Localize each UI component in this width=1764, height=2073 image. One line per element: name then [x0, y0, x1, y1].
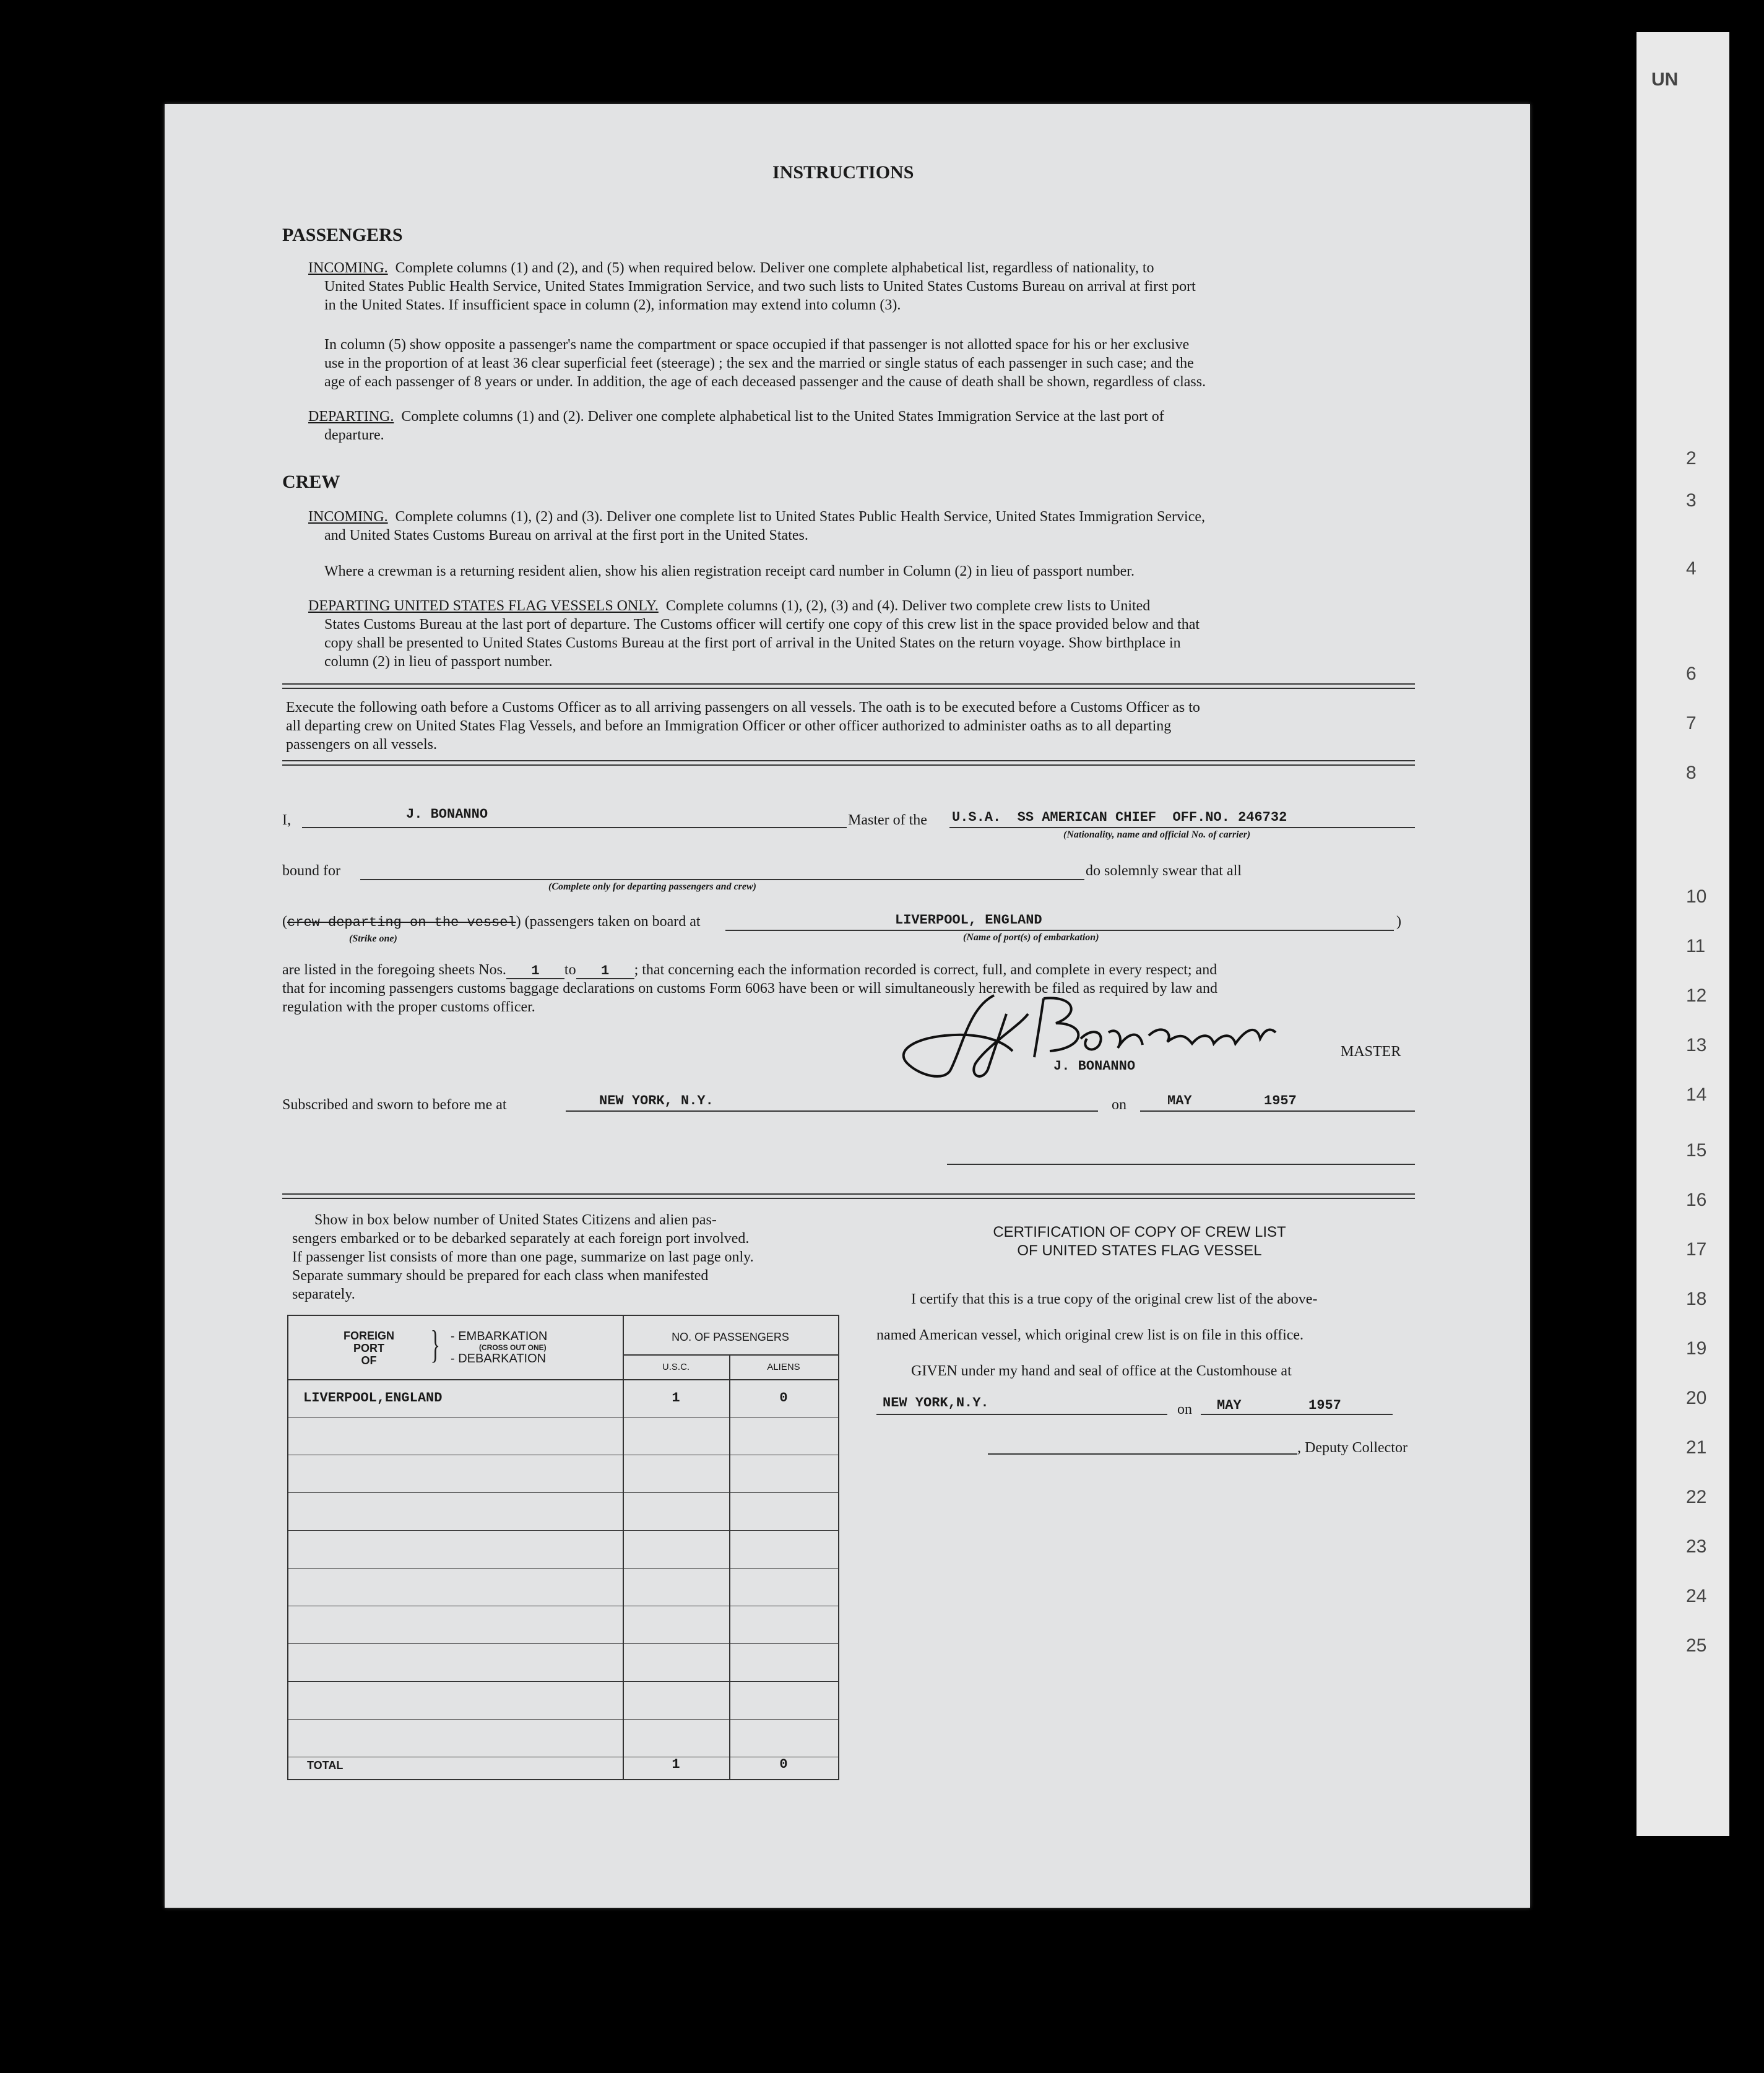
vessel-line: [949, 827, 1415, 828]
crew-heading: CREW: [282, 472, 340, 492]
divider: [282, 1193, 1415, 1199]
listed-line3: regulation with the proper customs officer.: [282, 999, 535, 1015]
strip-line-number: 20: [1686, 1388, 1707, 1408]
to-label: to: [564, 962, 576, 978]
passengers-on-board-label: (passengers taken on board at: [524, 914, 701, 930]
close-paren: ): [1396, 914, 1401, 930]
certification-year: 1957: [1308, 1398, 1341, 1413]
oath-intro-line3: passengers on all vessels.: [286, 737, 437, 753]
certification-month: MAY: [1217, 1398, 1242, 1413]
strip-line-number: 23: [1686, 1536, 1707, 1557]
col-aliens: ALIENS: [767, 1362, 800, 1372]
adjacent-sheet-strip: [1636, 32, 1729, 1836]
port-caption: (Name of port(s) of embarkation): [963, 932, 1099, 943]
summary-intro-line5: separately.: [292, 1286, 355, 1302]
strip-line-number: 13: [1686, 1035, 1707, 1055]
bound-for-caption: (Complete only for departing passengers and crew): [548, 881, 756, 892]
strip-line-number: 17: [1686, 1239, 1707, 1260]
oath-intro-line2: all departing crew on United States Flag Vessels, and before an Immigration Officer or other officer authorized to administer oaths as to all departing: [286, 718, 1172, 734]
passengers-column5-line1: In column (5) show opposite a passenger's name the compartment or space occupied if that passenger is not allotted space for his or her exclusive: [324, 337, 1190, 353]
divider: [282, 760, 1415, 766]
oath-line3: (crew departing on the vessel) (passengers taken on board at: [282, 914, 701, 930]
master-of-label: Master of the: [848, 812, 927, 828]
strip-line-number: 16: [1686, 1190, 1707, 1210]
col-usc: U.S.C.: [662, 1362, 690, 1372]
strip-line-number: 24: [1686, 1586, 1707, 1606]
strip-line-number: 6: [1686, 664, 1697, 684]
passengers-incoming-line3: in the United States. If insufficient space in column (2), information may extend into column (3).: [324, 297, 901, 313]
strip-line-number: 12: [1686, 985, 1707, 1006]
strip-line-number: 25: [1686, 1635, 1707, 1656]
col-embark-debark: [451, 1330, 547, 1365]
bound-for-line: [360, 879, 1084, 880]
strip-line-number: 11: [1686, 936, 1706, 956]
passengers-incoming-label: INCOMING.: [308, 260, 388, 276]
certification-place: NEW YORK,N.Y.: [883, 1395, 989, 1411]
port-line: [725, 930, 1394, 931]
certification-title-line1: CERTIFICATION OF COPY OF CREW LIST: [993, 1224, 1286, 1240]
listed-line2: that for incoming passengers customs baggage declarations on customs Form 6063 have been or will simultaneously herewith be filed as required by law and: [282, 980, 1217, 997]
crew-departing-line1: Complete columns (1), (2), (3) and (4). Deliver two complete crew lists to United: [665, 598, 1151, 614]
strip-top-text: UN: [1651, 69, 1679, 90]
passengers-column5-line3: age of each passenger of 8 years or under. In addition, the age of each deceased passenger and the cause of death shall be shown, regardless of class.: [324, 374, 1206, 390]
strip-line-number: 4: [1686, 558, 1697, 579]
strip-line-number: 14: [1686, 1084, 1707, 1105]
row-port: LIVERPOOL,ENGLAND: [303, 1390, 443, 1406]
total-usc: 1: [672, 1757, 680, 1772]
sheet-from: 1: [506, 964, 564, 979]
table-row-rule: [288, 1530, 838, 1531]
sheet-to: 1: [576, 964, 634, 979]
master-label: MASTER: [1341, 1044, 1401, 1060]
summary-intro-line4: Separate summary should be prepared for each class when manifested: [292, 1268, 709, 1284]
passengers-incoming-line1: Complete columns (1) and (2), and (5) when required below. Deliver one complete alphabetical list, regardless of nationality, to: [395, 260, 1154, 276]
sworn-place-line: [566, 1110, 1098, 1112]
col-embark: - EMBARKATION: [451, 1330, 548, 1343]
crew-resident-line: Where a crewman is a returning resident alien, show his alien registration receipt card number in Column (2) in lieu of passport number.: [324, 563, 1135, 579]
swear-label: do solemnly swear that all: [1086, 863, 1242, 879]
col-debark: - DEBARKATION: [451, 1352, 547, 1365]
table-header-bottom: [288, 1379, 838, 1380]
certification-title-line2: OF UNITED STATES FLAG VESSEL: [1017, 1242, 1262, 1259]
document-page: [165, 104, 1530, 1908]
table-hline: [623, 1354, 838, 1356]
table-vline: [729, 1354, 730, 1779]
crew-departing-line2: States Customs Bureau at the last port of departure. The Customs officer will certify one copy of this crew list in the space provided below and that: [324, 617, 1200, 633]
certification-line3: GIVEN under my hand and seal of office at the Customhouse at: [911, 1363, 1292, 1379]
passenger-summary-table: [287, 1315, 839, 1780]
deputy-signature-line: [988, 1453, 1297, 1455]
summary-intro-line3: If passenger list consists of more than one page, summarize on last page only.: [292, 1249, 754, 1265]
col-foreign-word3: OF: [361, 1354, 377, 1367]
col-cross-out: (CROSS OUT ONE): [479, 1343, 547, 1352]
passengers-heading: PASSENGERS: [282, 225, 403, 245]
table-row-rule: [288, 1643, 838, 1644]
summary-intro-line1: Show in box below number of United States Citizens and alien pas-: [314, 1212, 717, 1228]
table-row-rule: [288, 1719, 838, 1720]
passengers-departing-line1: Complete columns (1) and (2). Deliver one complete alphabetical list to the United States Immigration Service at the last port of: [401, 409, 1164, 425]
vessel-name: U.S.A. SS AMERICAN CHIEF OFF.NO. 246732: [952, 810, 1287, 825]
sworn-on-label: on: [1112, 1097, 1126, 1113]
strike-caption: (Strike one): [349, 933, 397, 944]
total-label: TOTAL: [307, 1759, 344, 1772]
oath-intro-line1: Execute the following oath before a Customs Officer as to all arriving passengers on all vessels. The oath is to be executed before a Customs Officer as to: [286, 699, 1200, 716]
subscribed-label: Subscribed and sworn to before me at: [282, 1097, 507, 1113]
divider: [282, 683, 1415, 689]
strip-line-number: 3: [1686, 490, 1697, 511]
sworn-date-line: [1140, 1110, 1415, 1112]
crew-departing-label: DEPARTING UNITED STATES FLAG VESSELS ONLY.: [308, 598, 659, 614]
listed-pre: are listed in the foregoing sheets Nos.: [282, 962, 506, 978]
row-aliens: 0: [779, 1390, 788, 1406]
strip-line-number: 7: [1686, 713, 1697, 734]
listed-post: ; that concerning each the information recorded is correct, full, and complete in every respect; and: [634, 962, 1217, 978]
officer-signature-line: [947, 1164, 1415, 1165]
strip-line-number: 15: [1686, 1140, 1707, 1161]
oath-i-label: I,: [282, 812, 291, 828]
strip-line-number: 18: [1686, 1289, 1707, 1309]
passengers-incoming-line2: United States Public Health Service, United States Immigration Service, and two such lists to United States Customs Bureau on arrival at first port: [324, 279, 1196, 295]
sworn-month: MAY: [1167, 1093, 1192, 1109]
passengers-column5-line2: use in the proportion of at least 36 clear superficial feet (steerage) ; the sex and the married or single status of each passenger in such case; and the: [324, 355, 1194, 371]
row-usc: 1: [672, 1390, 680, 1406]
table-vline: [623, 1316, 624, 1779]
passengers-incoming-block: [308, 259, 1422, 314]
bound-for-label: bound for: [282, 863, 340, 879]
passengers-departing-label: DEPARTING.: [308, 409, 394, 425]
col-foreign-word2: PORT: [353, 1342, 384, 1354]
summary-intro-line2: sengers embarked or to be debarked separately at each foreign port involved.: [292, 1231, 750, 1247]
instructions-title: INSTRUCTIONS: [772, 162, 914, 183]
passengers-column5-block: [324, 335, 1432, 391]
passengers-departing-line2: departure.: [324, 427, 384, 443]
strip-line-number: 19: [1686, 1338, 1707, 1359]
crew-departing-block: [308, 597, 1422, 671]
struck-crew-option: crew departing on the vessel: [287, 915, 516, 930]
vessel-caption: (Nationality, name and official No. of carrier): [1063, 829, 1251, 840]
certification-on-label: on: [1177, 1401, 1192, 1417]
crew-incoming-label: INCOMING.: [308, 509, 388, 525]
passengers-departing-block: [308, 407, 1422, 444]
master-name: J. BONANNO: [406, 807, 488, 822]
deputy-collector-label: , Deputy Collector: [1297, 1440, 1407, 1456]
col-no-passengers: NO. OF PASSENGERS: [672, 1331, 789, 1343]
col-foreign-word1: FOREIGN: [343, 1330, 394, 1342]
signature-typed-name: J. BONANNO: [1053, 1058, 1136, 1074]
summary-intro: [292, 1211, 837, 1304]
table-row-rule: [288, 1492, 838, 1493]
sworn-place: NEW YORK, N.Y.: [599, 1093, 714, 1109]
oath-intro-block: [286, 698, 1419, 754]
col-foreign-port: [326, 1330, 412, 1367]
table-brace: }: [430, 1322, 441, 1366]
strip-line-number: 22: [1686, 1487, 1707, 1507]
crew-departing-line4: column (2) in lieu of passport number.: [324, 654, 553, 670]
port-of-embarkation: LIVERPOOL, ENGLAND: [895, 912, 1042, 928]
total-aliens: 0: [779, 1757, 788, 1772]
table-row-rule: [288, 1568, 838, 1569]
strip-line-number: 8: [1686, 763, 1697, 783]
table-row-rule: [288, 1681, 838, 1682]
crew-incoming-line1: Complete columns (1), (2) and (3). Deliver one complete list to United States Public Health Service, United States Immigration Service,: [395, 509, 1206, 525]
cert-place-line: [876, 1414, 1167, 1415]
sworn-year: 1957: [1264, 1093, 1297, 1109]
crew-incoming-line2: and United States Customs Bureau on arrival at the first port in the United States.: [324, 527, 808, 543]
crew-departing-line3: copy shall be presented to United States Customs Bureau at the first port of arrival in the United States on the return voyage. Show birthplace in: [324, 635, 1181, 651]
certification-line1: I certify that this is a true copy of the original crew list of the above-: [911, 1291, 1318, 1307]
strip-line-number: 21: [1686, 1437, 1707, 1458]
master-name-line: [302, 827, 847, 828]
strip-line-number: 10: [1686, 886, 1707, 907]
strip-line-number: 2: [1686, 448, 1697, 469]
certification-line2: named American vessel, which original crew list is on file in this office.: [876, 1327, 1304, 1343]
crew-incoming-block: [308, 508, 1422, 545]
certification-title: [870, 1223, 1409, 1260]
